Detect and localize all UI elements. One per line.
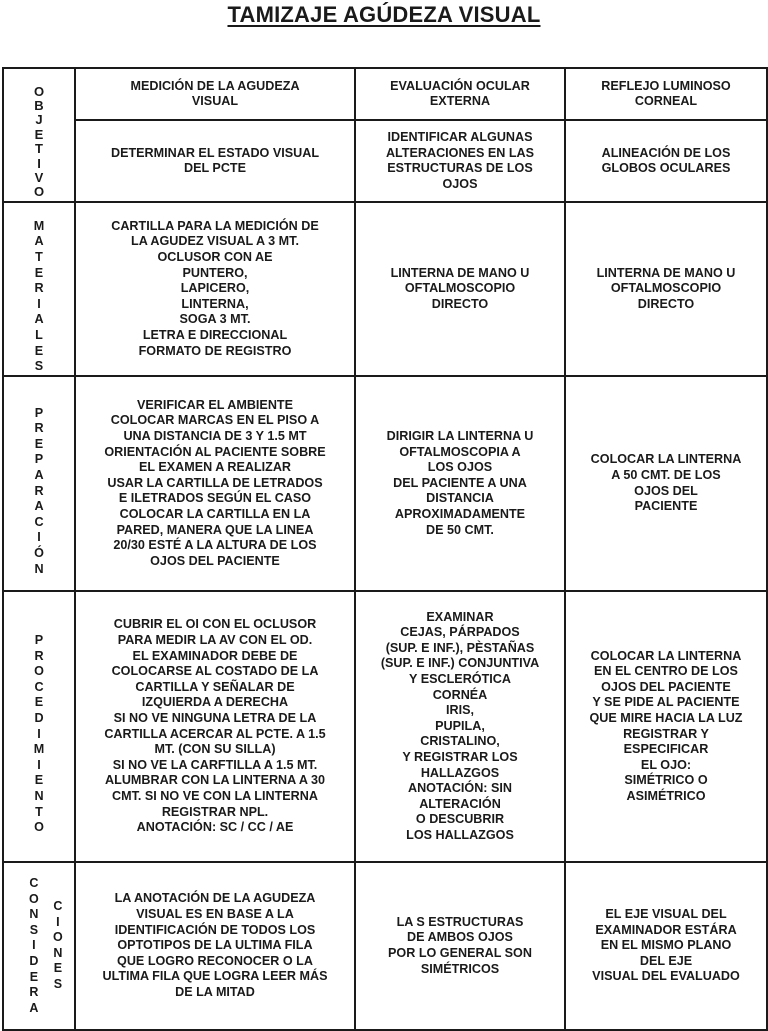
procedimiento-evaluacion: EXAMINAR CEJAS, PÁRPADOS (SUP. E INF.), PÈSTAÑAS (SUP. E INF.) CONJUNTIVA Y ESCLERÓTICA CORNÉA IRIS, PUPILA, CRISTALINO, Y REGISTRAR LOS HALLAZGOS ANOTACIÓN: SIN ALTERACIÓN O DESCUBRIR LOS HALLAZGOS xyxy=(355,591,565,862)
row-label-letter: E xyxy=(34,343,44,358)
row-label-letter: E xyxy=(34,126,44,142)
row-label-letter: N xyxy=(34,788,44,803)
row-label-consideraciones-part2 xyxy=(53,899,63,993)
objetivo-medicion: DETERMINAR EL ESTADO VISUAL DEL PCTE xyxy=(75,120,355,202)
row-label-letter: S xyxy=(29,922,39,937)
header-evaluacion: EVALUACIÓN OCULAR EXTERNA xyxy=(355,68,565,120)
row-label-procedimiento-letters xyxy=(34,633,45,836)
row-label-letter: O xyxy=(34,664,44,679)
objetivo-evaluacion: IDENTIFICAR ALGUNAS ALTERACIONES EN LAS ESTRUCTURAS DE LOS OJOS xyxy=(355,120,565,202)
row-label-letter: N xyxy=(29,907,39,922)
row-label-letter: O xyxy=(53,930,63,945)
row-label-letter: A xyxy=(34,312,44,327)
header-row xyxy=(3,68,767,120)
row-label-preparacion xyxy=(3,376,75,591)
row-label-letter: N xyxy=(34,561,44,576)
materiales-row xyxy=(3,202,767,376)
row-label-letter: T xyxy=(35,250,43,265)
row-label-letter: D xyxy=(34,710,44,725)
page-title xyxy=(0,2,768,28)
row-label-letter: O xyxy=(33,83,45,99)
row-label-letter: E xyxy=(34,436,44,451)
page-title-text: TAMIZAJE AGÚDEZA VISUAL xyxy=(227,2,541,27)
row-label-letter: E xyxy=(53,961,63,976)
row-label-letter: O xyxy=(33,184,45,200)
row-label-letter: P xyxy=(34,632,44,647)
row-label-consideraciones-wrap xyxy=(10,863,75,1029)
row-label-letter: B xyxy=(34,98,44,113)
row-label-letter: S xyxy=(34,359,44,374)
row-label-letter: M xyxy=(33,218,45,233)
row-label-letter: I xyxy=(37,530,41,545)
row-label-letter: A xyxy=(34,234,44,249)
row-label-letter: I xyxy=(37,155,41,171)
materiales-reflejo: LINTERNA DE MANO U OFTALMOSCOPIO DIRECTO xyxy=(565,202,767,376)
consideraciones-row xyxy=(3,862,767,1030)
row-label-letter: L xyxy=(35,328,43,343)
row-label-materiales xyxy=(3,202,75,376)
row-label-letter: A xyxy=(34,467,44,482)
objetivo-row xyxy=(3,120,767,202)
row-label-preparacion-letters xyxy=(34,406,44,578)
row-label-letter: E xyxy=(34,695,44,710)
row-label-letter: R xyxy=(29,985,39,1000)
row-label-letter: C xyxy=(34,514,44,529)
row-label-procedimiento xyxy=(3,591,75,862)
consideraciones-evaluacion: LA S ESTRUCTURAS DE AMBOS OJOS POR LO GENERAL SON SIMÉTRICOS xyxy=(355,862,565,1030)
row-label-consideraciones-part1 xyxy=(29,876,39,1016)
row-label-letter: N xyxy=(53,945,63,960)
header-reflejo: REFLEJO LUMINOSO CORNEAL xyxy=(565,68,767,120)
header-medicion: MEDICIÓN DE LA AGUDEZA VISUAL xyxy=(75,68,355,120)
row-label-letter: Ó xyxy=(34,545,44,560)
consideraciones-medicion: LA ANOTACIÓN DE LA AGUDEZA VISUAL ES EN BASE A LA IDENTIFICACIÓN DE TODOS LOS OPTOTIPOS DE LA ULTIMA FILA QUE LOGRO RECONOCER O LA ULTIMA FILA QUE LOGRA LEER MÁS DE LA MITAD xyxy=(75,862,355,1030)
row-label-letter: V xyxy=(34,170,44,186)
procedimiento-row xyxy=(3,591,767,862)
row-label-letter: T xyxy=(35,804,43,819)
row-label-letter: I xyxy=(37,726,41,741)
row-label-materiales-letters xyxy=(34,219,45,375)
row-label-letter: M xyxy=(33,742,45,757)
row-label-letter: R xyxy=(34,421,44,436)
row-label-consideraciones xyxy=(3,862,75,1030)
procedimiento-reflejo: COLOCAR LA LINTERNA EN EL CENTRO DE LOS OJOS DEL PACIENTE Y SE PIDE AL PACIENTE QUE MIRE HACIA LA LUZ REGISTRAR Y ESPECIFICAR EL OJO: SIMÉTRICO O ASIMÉTRICO xyxy=(565,591,767,862)
row-label-letter: I xyxy=(37,296,41,311)
row-label-letter: E xyxy=(34,773,44,788)
row-label-letter: P xyxy=(34,405,44,420)
row-label-letter: I xyxy=(32,938,36,953)
preparacion-evaluacion: DIRIGIR LA LINTERNA U OFTALMOSCOPIA A LOS OJOS DEL PACIENTE A UNA DISTANCIA APROXIMADAMENTE DE 50 CMT. xyxy=(355,376,565,591)
row-label-objetivo-letters xyxy=(34,85,44,200)
row-label-letter: R xyxy=(34,483,44,498)
row-label-letter: C xyxy=(29,876,39,891)
row-label-letter: S xyxy=(53,977,63,991)
row-label-letter: A xyxy=(29,1000,39,1015)
row-label-letter: C xyxy=(53,899,63,914)
row-label-letter: A xyxy=(34,499,44,514)
consideraciones-reflejo: EL EJE VISUAL DEL EXAMINADOR ESTÁRA EN EL MISMO PLANO DEL EJE VISUAL DEL EVALUADO xyxy=(565,862,767,1030)
row-label-letter: P xyxy=(34,452,44,467)
row-label-objetivo xyxy=(3,68,75,202)
row-label-letter: E xyxy=(29,969,39,984)
row-label-letter: J xyxy=(35,112,43,128)
row-label-letter: R xyxy=(34,648,44,663)
row-label-letter: I xyxy=(56,914,60,929)
row-label-letter: E xyxy=(34,265,44,280)
visual-acuity-table xyxy=(2,67,768,1031)
preparacion-row xyxy=(3,376,767,591)
row-label-letter: O xyxy=(29,891,39,906)
preparacion-reflejo: COLOCAR LA LINTERNA A 50 CMT. DE LOS OJOS DEL PACIENTE xyxy=(565,376,767,591)
row-label-letter: C xyxy=(34,679,44,694)
row-label-letter: I xyxy=(37,757,41,772)
materiales-evaluacion: LINTERNA DE MANO U OFTALMOSCOPIO DIRECTO xyxy=(355,202,565,376)
row-label-letter: R xyxy=(34,281,44,296)
objetivo-reflejo: ALINEACIÓN DE LOS GLOBOS OCULARES xyxy=(565,120,767,202)
row-label-letter: D xyxy=(29,954,39,968)
procedimiento-medicion: CUBRIR EL OI CON EL OCLUSOR PARA MEDIR LA AV CON EL OD. EL EXAMINADOR DEBE DE COLOCARSE AL COSTADO DE LA CARTILLA Y SEÑALAR DE IZQUIERDA A DERECHA SI NO VE NINGUNA LETRA DE LA CARTILLA ACERCAR AL PCTE. A 1.5 MT. (CON SU SILLA) SI NO VE LA CARFTILLA A 1.5 MT. ALUMBRAR CON LA LINTERNA A 30 CMT. SI NO VE CON LA LINTERNA REGISTRAR NPL. ANOTACIÓN: SC / CC / AE xyxy=(75,591,355,862)
row-label-letter: T xyxy=(35,141,43,157)
row-label-letter: O xyxy=(34,820,44,835)
preparacion-medicion: VERIFICAR EL AMBIENTE COLOCAR MARCAS EN EL PISO A UNA DISTANCIA DE 3 Y 1.5 MT ORIENTACIÓN AL PACIENTE SOBRE EL EXAMEN A REALIZAR USAR LA CARTILLA DE LETRADOS E ILETRADOS SEGÚN EL CASO COLOCAR LA CARTILLA EN LA PARED, MANERA QUE LA LINEA 20/30 ESTÉ A LA ALTURA DE LOS OJOS DEL PACIENTE xyxy=(75,376,355,591)
materiales-medicion: CARTILLA PARA LA MEDICIÓN DE LA AGUDEZ VISUAL A 3 MT. OCLUSOR CON AE PUNTERO, LAPICERO, LINTERNA, SOGA 3 MT. LETRA E DIRECCIONAL FORMATO DE REGISTRO xyxy=(75,202,355,376)
